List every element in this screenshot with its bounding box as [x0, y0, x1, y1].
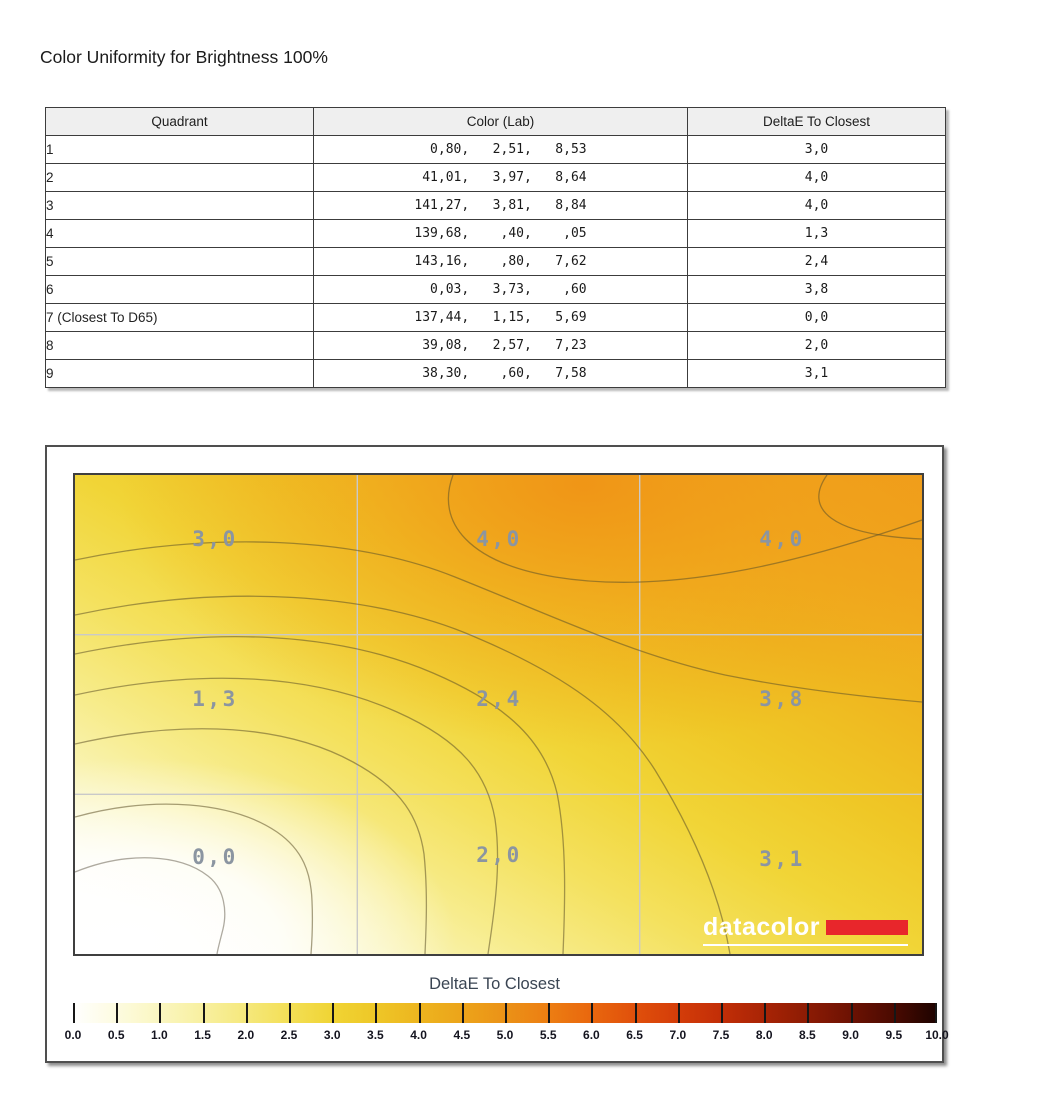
contour-plot-panel	[45, 445, 949, 1063]
table-row	[46, 248, 946, 276]
colorbar-tick-label: 6.0	[583, 1028, 600, 1042]
colorbar-tick-label: 9.0	[842, 1028, 859, 1042]
lab-cell: 38,30, ,60, 7,58	[314, 360, 688, 388]
colorbar-tick-label: 4.5	[453, 1028, 471, 1042]
quadrant-cell: 7 (Closest To D65)	[46, 304, 314, 332]
deltae-cell: 4,0	[688, 164, 946, 192]
uniformity-table-wrap	[45, 107, 946, 388]
colorbar	[73, 1003, 937, 1023]
colorbar-tick-label: 7.0	[669, 1028, 687, 1042]
quadrant-label: 4,0	[476, 527, 522, 551]
lab-cell: 143,16, ,80, 7,62	[314, 248, 688, 276]
colorbar-tick	[721, 1003, 723, 1023]
table-row	[46, 136, 946, 164]
colorbar-tick	[807, 1003, 809, 1023]
lab-cell: 137,44, 1,15, 5,69	[314, 304, 688, 332]
table-row	[46, 332, 946, 360]
deltae-cell: 0,0	[688, 304, 946, 332]
colorbar-tick	[375, 1003, 377, 1023]
quadrant-label: 1,3	[192, 687, 238, 711]
colorbar-tick-label: 10.0	[925, 1028, 949, 1042]
colorbar-tick	[764, 1003, 766, 1023]
quadrant-label: 3,1	[759, 847, 805, 871]
colorbar-tick	[635, 1003, 637, 1023]
colorbar-tick-label: 9.5	[885, 1028, 903, 1042]
quadrant-label: 3,0	[192, 527, 238, 551]
logo-red-bar	[826, 920, 908, 935]
table-header-row	[46, 108, 946, 136]
quadrant-cell: 2	[46, 164, 314, 192]
header-color-lab: Color (Lab)	[314, 108, 688, 136]
colorbar-tick	[332, 1003, 334, 1023]
colorbar-tick-label: 3.0	[323, 1028, 341, 1042]
quadrant-label: 2,0	[476, 843, 522, 867]
deltae-cell: 1,3	[688, 220, 946, 248]
colorbar-tick-label: 1.0	[151, 1028, 168, 1042]
contour-field	[75, 475, 922, 954]
quadrant-label: 2,4	[476, 687, 522, 711]
deltae-cell: 3,1	[688, 360, 946, 388]
colorbar-tick-label: 0.5	[107, 1028, 125, 1042]
lab-cell: 139,68, ,40, ,05	[314, 220, 688, 248]
header-delta-e: DeltaE To Closest	[688, 108, 946, 136]
lab-cell: 0,80, 2,51, 8,53	[314, 136, 688, 164]
uniformity-table	[45, 107, 946, 388]
colorbar-tick-label: 7.5	[712, 1028, 730, 1042]
quadrant-cell: 3	[46, 192, 314, 220]
colorbar-tick-label: 3.5	[367, 1028, 384, 1042]
quadrant-cell: 1	[46, 136, 314, 164]
colorbar-tick-label: 8.5	[799, 1028, 816, 1042]
colorbar-tick-label: 8.0	[755, 1028, 773, 1042]
colorbar-tick	[678, 1003, 680, 1023]
lab-cell: 141,27, 3,81, 8,84	[314, 192, 688, 220]
colorbar-tick-label: 2.0	[237, 1028, 255, 1042]
colorbar-tick	[935, 1003, 937, 1023]
colorbar-tick-label: 4.0	[410, 1028, 427, 1042]
quadrant-cell: 4	[46, 220, 314, 248]
quadrant-cell: 9	[46, 360, 314, 388]
colorbar-tick	[203, 1003, 205, 1023]
quadrant-label: 4,0	[759, 527, 805, 551]
contour-plot	[73, 473, 924, 956]
lab-cell: 41,01, 3,97, 8,64	[314, 164, 688, 192]
colorbar-tick	[505, 1003, 507, 1023]
quadrant-cell: 5	[46, 248, 314, 276]
colorbar-tick	[73, 1003, 75, 1023]
colorbar-tick-label: 0.0	[64, 1028, 82, 1042]
colorbar-tick-label: 1.5	[194, 1028, 211, 1042]
deltae-cell: 4,0	[688, 192, 946, 220]
colorbar-tick-labels	[64, 1028, 949, 1044]
datacolor-wordmark: datacolor	[702, 913, 820, 941]
lab-cell: 0,03, 3,73, ,60	[314, 276, 688, 304]
colorbar-tick	[246, 1003, 248, 1023]
quadrant-cell: 8	[46, 332, 314, 360]
colorbar-tick	[591, 1003, 593, 1023]
table-row	[46, 192, 946, 220]
colorbar-tick	[289, 1003, 291, 1023]
colorbar-tick	[116, 1003, 118, 1023]
colorbar-tick	[419, 1003, 421, 1023]
table-row	[46, 360, 946, 388]
colorbar-tick-label: 5.0	[496, 1028, 514, 1042]
quadrant-label: 0,0	[192, 845, 238, 869]
colorbar-tick	[159, 1003, 161, 1023]
deltae-cell: 3,0	[688, 136, 946, 164]
colorbar-tick-label: 2.5	[280, 1028, 298, 1042]
deltae-cell: 2,4	[688, 248, 946, 276]
lab-cell: 39,08, 2,57, 7,23	[314, 332, 688, 360]
colorbar-tick	[548, 1003, 550, 1023]
table-row	[46, 276, 946, 304]
deltae-cell: 3,8	[688, 276, 946, 304]
page-title: Color Uniformity for Brightness 100%	[40, 47, 328, 67]
table-row	[46, 304, 946, 332]
colorbar-tick-label: 6.5	[626, 1028, 643, 1042]
quadrant-label: 3,8	[759, 687, 805, 711]
colorbar-tick	[894, 1003, 896, 1023]
quadrant-cell: 6	[46, 276, 314, 304]
colorbar-title: DeltaE To Closest	[429, 975, 560, 993]
table-row	[46, 220, 946, 248]
colorbar-tick	[851, 1003, 853, 1023]
table-row	[46, 164, 946, 192]
header-quadrant: Quadrant	[46, 108, 314, 136]
datacolor-logo	[703, 915, 908, 946]
colorbar-tick-label: 5.5	[539, 1028, 557, 1042]
colorbar-tick	[462, 1003, 464, 1023]
deltae-cell: 2,0	[688, 332, 946, 360]
